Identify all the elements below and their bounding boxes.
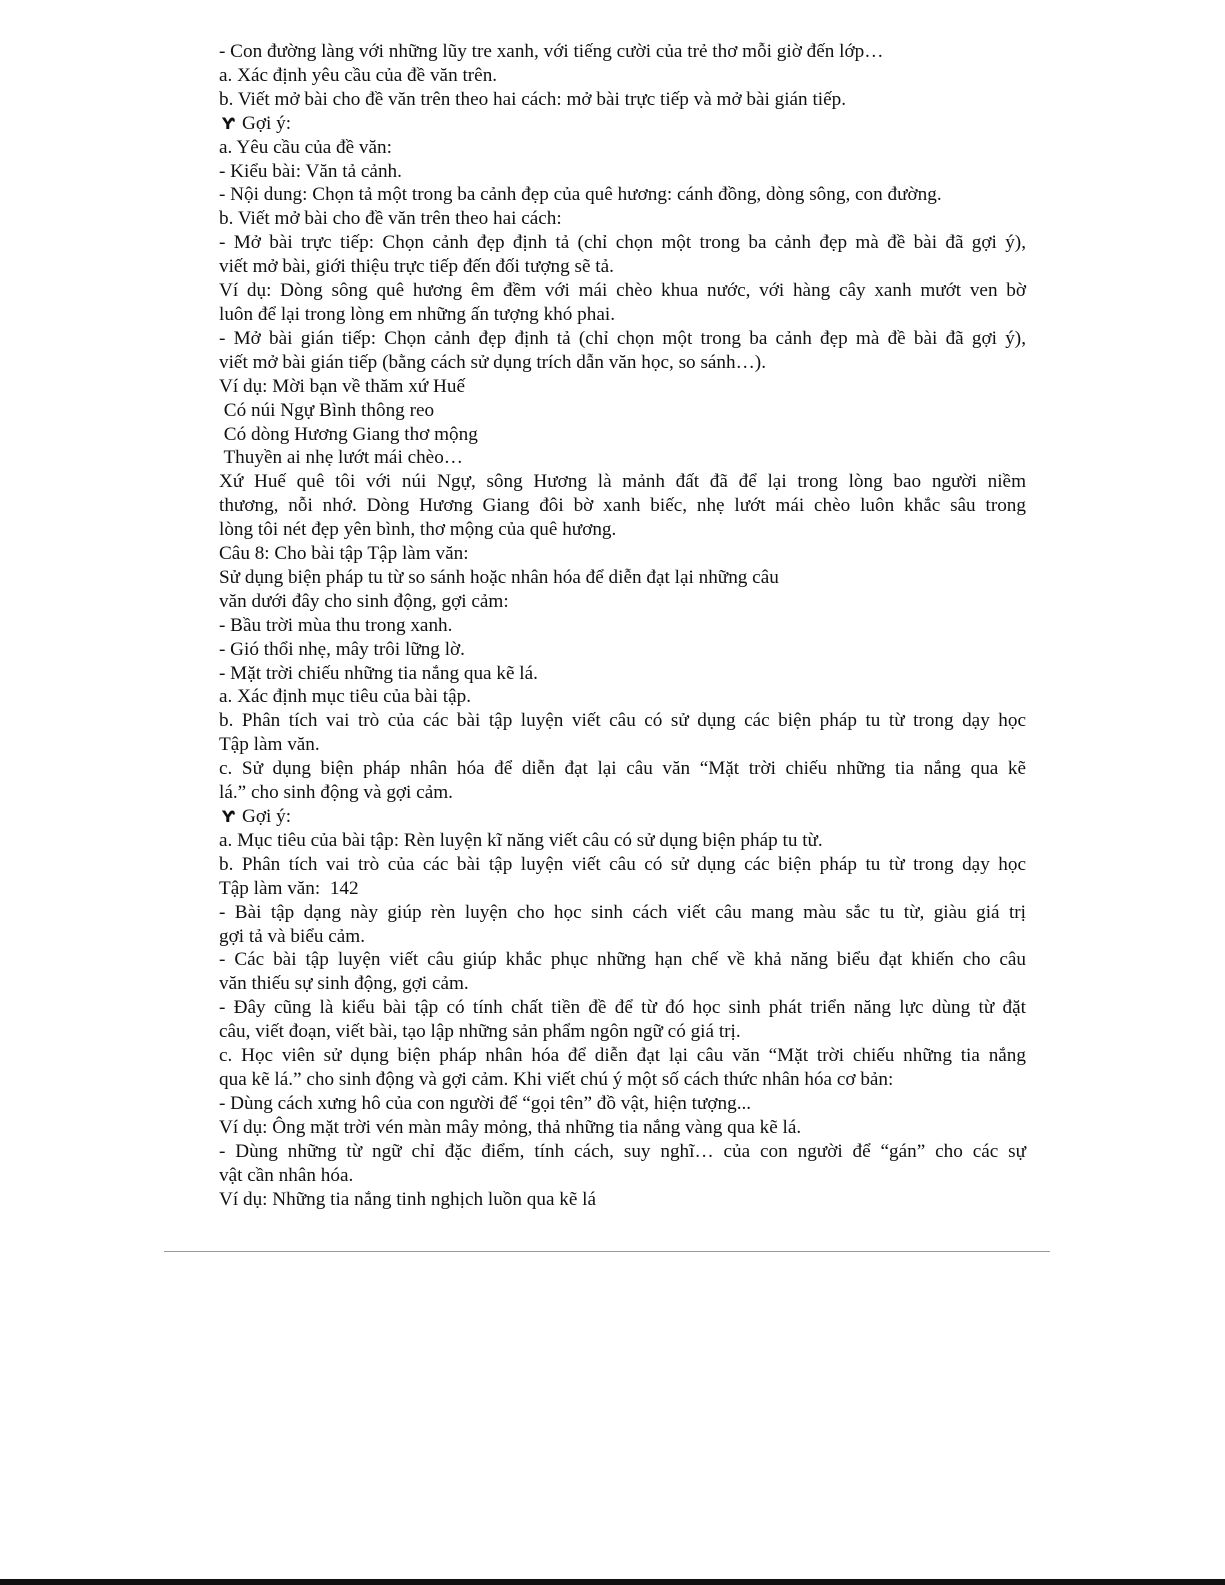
text-line-content: a. Xác định mục tiêu của bài tập. [219,686,472,708]
hint-tuning-fork-icon: Ƴ [222,113,235,133]
text-line-content: - Mặt trời chiếu những tia nắng qua kẽ lá. [219,662,538,684]
text-line [219,1068,1026,1092]
text-line [219,183,1026,207]
text-line [219,853,1026,877]
text-line [219,996,1026,1020]
text-line [219,925,1026,949]
text-line [219,1116,1026,1140]
text-line-content: - Dùng cách xưng hô của con người để “gọi tên” đồ vật, hiện tượng... [219,1092,752,1114]
text-line [219,160,1026,184]
text-line-content: thương, nỗi nhớ. Dòng Hương Giang đôi bờ xanh biếc, nhẹ lướt mái chèo luôn khắc sâu trong [219,495,1026,517]
text-line-content: Gợi ý: [242,112,292,134]
text-line-content: b. Viết mở bài cho đề văn trên theo hai cách: [219,208,562,230]
text-line-content: Có dòng Hương Giang thơ mộng [219,423,478,445]
text-line [219,494,1026,518]
footer-divider [164,1251,1050,1252]
text-line-content: viết mở bài, giới thiệu trực tiếp đến đối tượng sẽ tả. [219,256,614,278]
text-line [219,638,1026,662]
text-line-content: Ví dụ: Mời bạn về thăm xứ Huế [219,375,465,397]
text-line-content: vật cần nhân hóa. [219,1164,354,1186]
text-line [219,590,1026,614]
text-line-content: Gợi ý: [242,806,292,827]
text-line [219,207,1026,231]
text-line [219,901,1026,925]
text-line-content: - Gió thổi nhẹ, mây trôi lững lờ. [219,638,465,660]
text-line-content: Tập làm văn: 142 [219,877,359,899]
text-line-content: Thuyền ai nhẹ lướt mái chèo… [219,447,463,469]
text-line [219,733,1026,757]
text-line-content: - Bài tập dạng này giúp rèn luyện cho học sinh cách viết câu mang màu sắc tu từ, giàu giá trị [219,901,1026,923]
hint-tuning-fork-icon: Ƴ [222,807,235,826]
text-line [219,423,1026,447]
text-line-content: luôn để lại trong lòng em những ấn tượng khó phai. [219,303,615,325]
text-line [219,709,1026,733]
text-line-content: lá.” cho sinh động và gợi cảm. [219,782,453,804]
text-line [219,972,1026,996]
text-line [219,136,1026,160]
text-line [219,231,1026,255]
text-line-content: - Bầu trời mùa thu trong xanh. [219,614,453,636]
text-line [219,446,1026,470]
text-line-content: c. Sử dụng biện pháp nhân hóa để diễn đạt lại câu văn “Mặt trời chiếu những tia nắng qua kẽ [219,758,1026,780]
text-line-content: - Đây cũng là kiểu bài tập có tính chất tiền đề để từ đó học sinh phát triển năng lực dùng từ đặt [219,997,1026,1019]
text-line [219,375,1026,399]
text-line [219,566,1026,590]
text-line-content: Xứ Huế quê tôi với núi Ngự, sông Hương là mảnh đất đã để lại trong lòng bao người niềm [219,471,1026,493]
text-line-content: Ví dụ: Dòng sông quê hương êm đềm với mái chèo khua nước, với hàng cây xanh mướt ven bờ [219,280,1026,302]
text-line [219,1140,1026,1164]
text-line-content: - Con đường làng với những lũy tre xanh, với tiếng cười của trẻ thơ mỗi giờ đến lớp… [219,41,884,62]
text-line-content: - Mở bài gián tiếp: Chọn cảnh đẹp định tả (chỉ chọn một trong ba cảnh đẹp mà đề bài đã gợi ý), [219,327,1026,349]
text-line [219,1092,1026,1116]
hint-heading [219,112,1026,136]
text-line-content: Ví dụ: Những tia nắng tinh nghịch luồn qua kẽ lá [219,1188,597,1210]
text-line-content: - Mở bài trực tiếp: Chọn cảnh đẹp định tả (chỉ chọn một trong ba cảnh đẹp mà đề bài đã gợi ý), [219,232,1026,254]
text-line-content: - Các bài tập luyện viết câu giúp khắc phục những hạn chế về khả năng biểu đạt khiến cho câu [219,949,1026,971]
text-line [219,40,1026,64]
text-line-content: - Kiểu bài: Văn tả cảnh. [219,160,402,182]
text-line [219,1188,1026,1212]
text-line-content: a. Mục tiêu của bài tập: Rèn luyện kĩ năng viết câu có sử dụng biện pháp tu từ. [219,829,823,851]
hint-heading [219,805,1026,829]
text-line-content: c. Học viên sử dụng biện pháp nhân hóa để diễn đạt lại câu văn “Mặt trời chiếu những tia nắng [219,1045,1026,1067]
text-line [219,1164,1026,1188]
text-line-content: b. Phân tích vai trò của các bài tập luyện viết câu có sử dụng các biện pháp tu từ trong dạy học [219,710,1026,732]
text-line [219,88,1026,112]
text-line [219,757,1026,781]
text-line-content: viết mở bài gián tiếp (bằng cách sử dụng trích dẫn văn học, so sánh…). [219,351,766,373]
text-line-content: qua kẽ lá.” cho sinh động và gợi cảm. Khi viết chú ý một số cách thức nhân hóa cơ bản: [219,1068,894,1090]
text-line-content: b. Phân tích vai trò của các bài tập luyện viết câu có sử dụng các biện pháp tu từ trong dạy học [219,853,1026,875]
text-line [219,662,1026,686]
text-line [219,829,1026,853]
text-line [219,255,1026,279]
text-line-content: - Nội dung: Chọn tả một trong ba cảnh đẹp của quê hương: cánh đồng, dòng sông, con đường. [219,184,942,206]
text-line-content: Câu 8: Cho bài tập Tập làm văn: [219,543,469,565]
text-line [219,518,1026,542]
text-line [219,279,1026,303]
text-line [219,614,1026,638]
document-body [219,40,1026,1211]
text-line [219,470,1026,494]
text-line-content: a. Yêu cầu của đề văn: [219,136,392,158]
text-line-content: b. Viết mở bài cho đề văn trên theo hai cách: mở bài trực tiếp và mở bài gián tiếp. [219,88,847,110]
text-line [219,303,1026,327]
text-line-content: lòng tôi nét đẹp yên bình, thơ mộng của quê hương. [219,519,617,541]
text-line [219,399,1026,423]
text-line [219,781,1026,805]
text-line [219,1044,1026,1068]
text-line-content: - Dùng những từ ngữ chỉ đặc điểm, tính cách, suy nghĩ… của con người để “gán” cho các sự [219,1140,1026,1162]
text-line [219,1020,1026,1044]
text-line-content: Tập làm văn. [219,734,320,756]
text-line-content: câu, viết đoạn, viết bài, tạo lập những sản phẩm ngôn ngữ có giá trị. [219,1021,741,1043]
text-line-content: văn thiếu sự sinh động, gợi cảm. [219,973,469,995]
text-line-content: Có núi Ngự Bình thông reo [219,399,435,421]
text-line [219,948,1026,972]
text-line-content: văn dưới đây cho sinh động, gợi cảm: [219,590,509,612]
bottom-page-edge [0,1579,1225,1585]
text-line-content: a. Xác định yêu cầu của đề văn trên. [219,64,498,86]
text-line [219,64,1026,88]
text-line [219,351,1026,375]
text-line [219,327,1026,351]
text-line-content: Sử dụng biện pháp tu từ so sánh hoặc nhân hóa để diễn đạt lại những câu [219,566,779,588]
text-line [219,877,1026,901]
text-line [219,542,1026,566]
text-line-content: gợi tả và biểu cảm. [219,925,366,947]
text-line-content: Ví dụ: Ông mặt trời vén màn mây mỏng, thả những tia nắng vàng qua kẽ lá. [219,1116,802,1138]
text-line [219,685,1026,709]
